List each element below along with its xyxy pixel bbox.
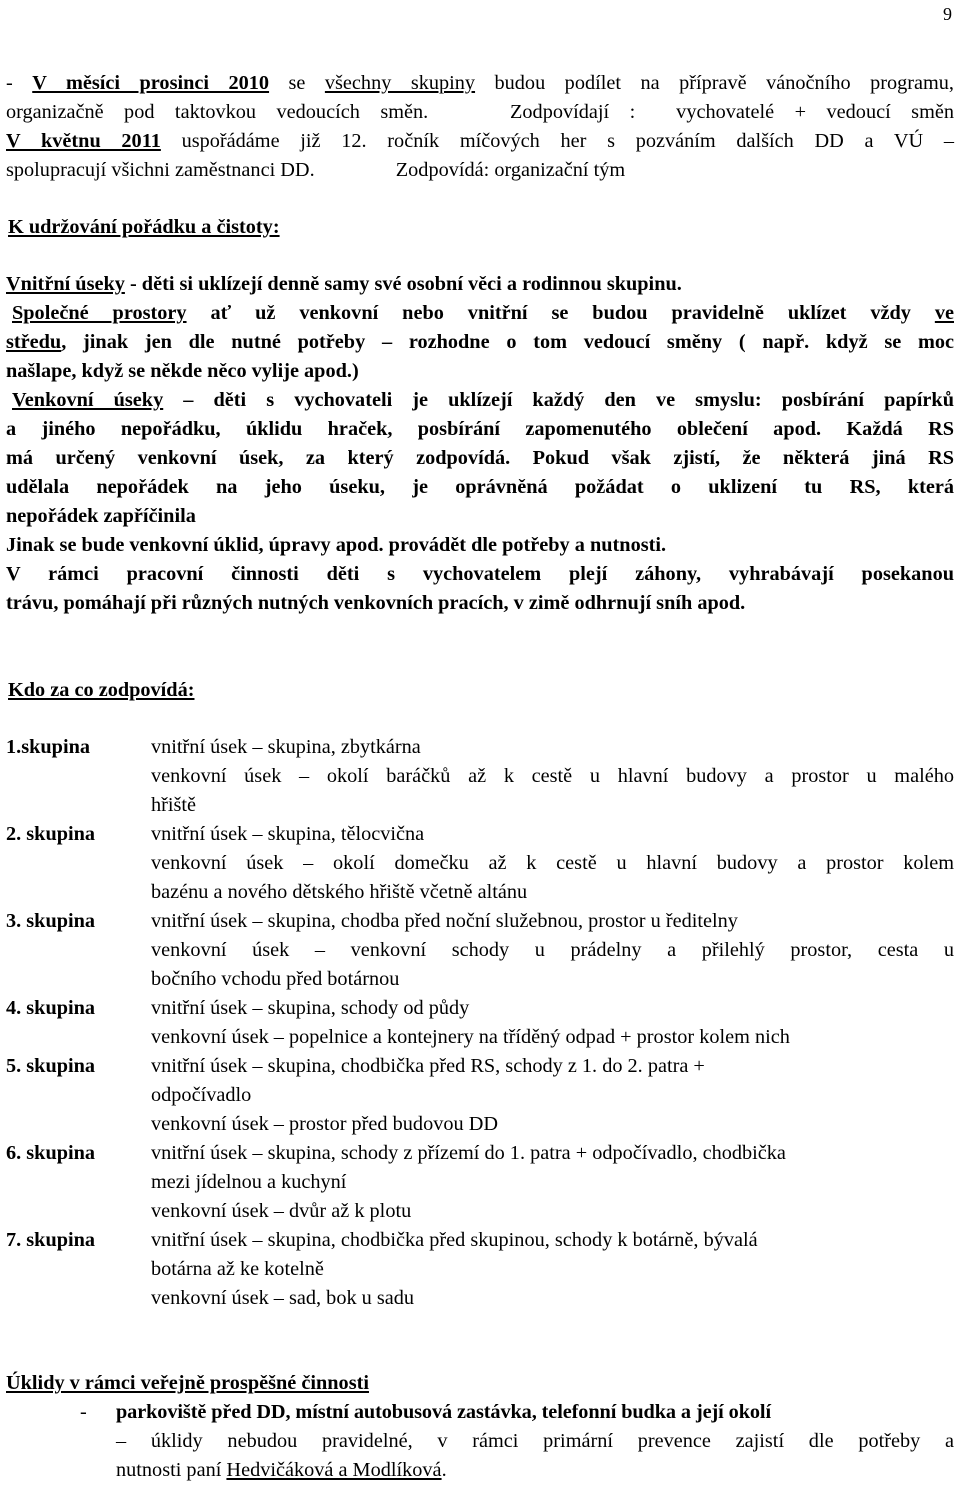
public-bold-line: parkoviště před DD, místní autobusová zastávka, telefonní budka a její okolí: [116, 1401, 771, 1423]
group-label: 1.skupina: [6, 736, 90, 758]
outdoor-2: a jiného nepořádku, úklidu hraček, posbírání zapomenutého oblečení apod. Každá RS: [6, 418, 954, 440]
common-spaces-3: našlape, když se někde něco vylije apod.): [6, 360, 359, 382]
group-line: vnitřní úsek – skupina, schody z přízemí do 1. patra + odpočívadlo, chodbička: [151, 1142, 786, 1164]
group-line: venkovní úsek – prostor před budovou DD: [151, 1113, 498, 1135]
group-label: 4. skupina: [6, 997, 96, 1019]
public-line-2: – úklidy nebudou pravidelné, v rámci primární prevence zajistí dle potřeby a: [116, 1430, 954, 1452]
group-7: [6, 1226, 954, 1313]
public-list-item: [6, 1398, 954, 1485]
outdoor-5: nepořádek zapříčinila: [6, 505, 196, 527]
intro-line-1: - V měsíci prosinci 2010 se všechny skupiny budou podílet na přípravě vánočního programu,: [6, 72, 954, 94]
group-line: bočního vchodu před botárnou: [151, 968, 400, 990]
other-2: V rámci pracovní činnosti děti s vychovatelem plejí záhony, vyhrabávají posekanou: [6, 563, 954, 585]
group-line: odpočívadlo: [151, 1084, 252, 1106]
december-2010: V měsíci prosinci 2010: [32, 72, 270, 94]
public-heading: Úklidy v rámci veřejně prospěšné činnosti: [6, 1372, 369, 1394]
all-groups: všechny skupiny: [324, 72, 476, 94]
group-line: vnitřní úsek – skupina, zbytkárna: [151, 736, 421, 758]
public-line-3: nutnosti paní Hedvičáková a Modlíková.: [116, 1459, 447, 1481]
cleaning-heading: K udržování pořádku a čistoty:: [8, 216, 280, 238]
intro-line-2: organizačně pod taktovkou vedoucích směn. Zodpovídají : vychovatelé + vedoucí směn: [6, 101, 954, 123]
group-4: [6, 994, 954, 1052]
outdoor-1: Venkovní úseky – děti s vychovateli je uklízejí každý den ve smyslu: posbírání papírků: [12, 389, 954, 411]
responsibility-heading: Kdo za co zodpovídá:: [8, 679, 195, 701]
other-3: trávu, pomáhají při různých nutných venkovních pracích, v zimě odhrnují sníh apod.: [6, 592, 746, 614]
group-line: botárna až ke kotelně: [151, 1258, 324, 1280]
group-label: 2. skupina: [6, 823, 96, 845]
group-line: mezi jídelnou a kuchyní: [151, 1171, 347, 1193]
group-line: venkovní úsek – dvůr až k plotu: [151, 1200, 412, 1222]
list-dash: -: [80, 1401, 87, 1423]
group-line: vnitřní úsek – skupina, chodba před noční služebnou, prostor u ředitelny: [151, 910, 738, 932]
other-1: Jinak se bude venkovní úklid, úpravy apod. provádět dle potřeby a nutnosti.: [6, 534, 667, 556]
group-line: venkovní úsek – venkovní schody u prádelny a přilehlý prostor, cesta u: [151, 939, 954, 961]
group-label: 6. skupina: [6, 1142, 96, 1164]
responsible-names: Hedvičáková a Modlíková: [226, 1459, 442, 1481]
intro-paragraph: [6, 69, 954, 185]
group-list: [6, 733, 954, 1313]
group-label: 5. skupina: [6, 1055, 96, 1077]
group-label: 7. skupina: [6, 1229, 96, 1251]
group-line: vnitřní úsek – skupina, chodbička před skupinou, schody k botárně, bývalá: [151, 1229, 758, 1251]
group-line: venkovní úsek – sad, bok u sadu: [151, 1287, 415, 1309]
group-line: vnitřní úsek – skupina, schody od půdy: [151, 997, 470, 1019]
group-label: 3. skupina: [6, 910, 96, 932]
common-spaces-2: středu, jinak jen dle nutné potřeby – rozhodne o tom vedoucí směny ( např. když se moc: [6, 331, 954, 353]
inner-sections: Vnitřní úseky - děti si uklízejí denně samy své osobní věci a rodinnou skupinu.: [6, 273, 682, 295]
document-body: [6, 69, 954, 1485]
group-line: hřiště: [151, 794, 197, 816]
group-5: [6, 1052, 954, 1139]
group-line: vnitřní úsek – skupina, chodbička před RS, schody z 1. do 2. patra +: [151, 1055, 705, 1077]
group-line: venkovní úsek – popelnice a kontejnery na tříděný odpad + prostor kolem nich: [151, 1026, 790, 1048]
outdoor-4: udělala nepořádek na jeho úseku, je oprávněná požádat o uklizení tu RS, která: [6, 476, 954, 498]
intro-line-3: V květnu 2011 uspořádáme již 12. ročník míčových her s pozváním dalších DD a VÚ –: [6, 130, 954, 152]
outdoor-3: má určený venkovní úsek, za který zodpovídá. Pokud však zjistí, že některá jiná RS: [6, 447, 954, 469]
group-line: venkovní úsek – okolí domečku až k cestě u hlavní budovy a prostor kolem: [151, 852, 954, 874]
group-2: [6, 820, 954, 907]
group-line: bazénu a nového dětského hřiště včetně altánu: [151, 881, 528, 903]
may-2011: V květnu 2011: [6, 130, 161, 152]
group-line: venkovní úsek – okolí baráčků až k cestě u hlavní budovy a prostor u malého: [151, 765, 954, 787]
intro-line-4: spolupracují všichni zaměstnanci DD. Zodpovídá: organizační tým: [6, 159, 626, 181]
group-line: vnitřní úsek – skupina, tělocvična: [151, 823, 425, 845]
cleaning-paragraph: [6, 270, 954, 618]
common-spaces-1: Společné prostory ať už venkovní nebo vnitřní se budou pravidelně uklízet vždy ve: [12, 302, 954, 324]
page-number: 9: [943, 4, 952, 24]
group-6: [6, 1139, 954, 1226]
group-1: [6, 733, 954, 820]
group-3: [6, 907, 954, 994]
